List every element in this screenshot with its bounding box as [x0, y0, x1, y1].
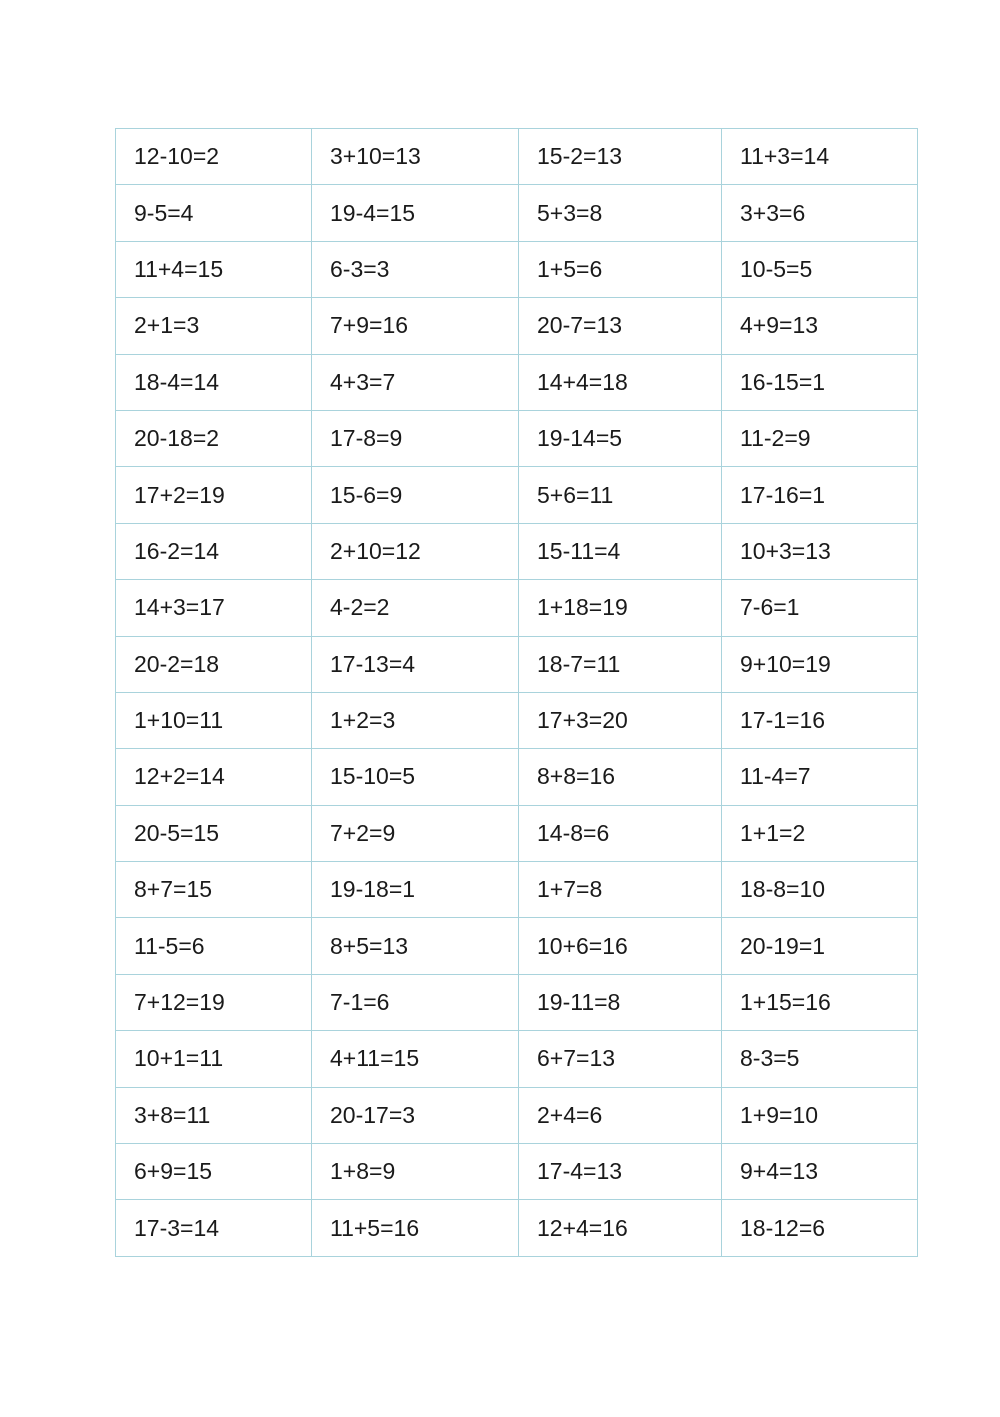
equation-cell: 5+6=11 [519, 467, 722, 523]
equation-cell: 2+10=12 [312, 523, 519, 579]
equation-cell: 4-2=2 [312, 580, 519, 636]
equation-cell: 19-14=5 [519, 410, 722, 466]
equation-cell: 1+18=19 [519, 580, 722, 636]
equation-cell: 12+2=14 [116, 749, 312, 805]
table-row [116, 580, 918, 636]
table-row [116, 692, 918, 748]
equation-cell: 19-18=1 [312, 862, 519, 918]
equation-cell: 15-6=9 [312, 467, 519, 523]
table-row [116, 1144, 918, 1200]
equation-cell: 1+7=8 [519, 862, 722, 918]
equation-cell: 11-4=7 [722, 749, 918, 805]
equation-cell: 11+4=15 [116, 241, 312, 297]
equation-cell: 17+2=19 [116, 467, 312, 523]
equation-cell: 16-15=1 [722, 354, 918, 410]
equation-cell: 4+9=13 [722, 298, 918, 354]
equation-cell: 11-5=6 [116, 918, 312, 974]
equation-cell: 20-18=2 [116, 410, 312, 466]
equation-cell: 11+5=16 [312, 1200, 519, 1256]
equation-table [115, 128, 918, 1257]
equation-cell: 15-10=5 [312, 749, 519, 805]
equation-cell: 8+7=15 [116, 862, 312, 918]
equation-cell: 10+6=16 [519, 918, 722, 974]
equation-cell: 14-8=6 [519, 805, 722, 861]
table-row [116, 129, 918, 185]
table-row [116, 918, 918, 974]
equation-cell: 20-5=15 [116, 805, 312, 861]
table-row [116, 410, 918, 466]
equation-cell: 20-2=18 [116, 636, 312, 692]
table-row [116, 185, 918, 241]
equation-cell: 17-3=14 [116, 1200, 312, 1256]
equation-cell: 10-5=5 [722, 241, 918, 297]
equation-cell: 6+9=15 [116, 1144, 312, 1200]
equation-cell: 10+1=11 [116, 1031, 312, 1087]
table-row [116, 805, 918, 861]
equation-cell: 9-5=4 [116, 185, 312, 241]
equation-cell: 3+8=11 [116, 1087, 312, 1143]
equation-cell: 8+5=13 [312, 918, 519, 974]
equation-cell: 3+10=13 [312, 129, 519, 185]
equation-cell: 18-12=6 [722, 1200, 918, 1256]
equation-cell: 2+1=3 [116, 298, 312, 354]
equation-cell: 8-3=5 [722, 1031, 918, 1087]
equation-cell: 20-17=3 [312, 1087, 519, 1143]
equation-cell: 7+2=9 [312, 805, 519, 861]
equation-cell: 17-16=1 [722, 467, 918, 523]
equation-cell: 12-10=2 [116, 129, 312, 185]
equation-cell: 7-1=6 [312, 974, 519, 1030]
equation-cell: 16-2=14 [116, 523, 312, 579]
equation-cell: 20-19=1 [722, 918, 918, 974]
equation-cell: 8+8=16 [519, 749, 722, 805]
equation-cell: 15-2=13 [519, 129, 722, 185]
equation-cell: 1+5=6 [519, 241, 722, 297]
table-row [116, 523, 918, 579]
equation-cell: 17-13=4 [312, 636, 519, 692]
equation-cell: 2+4=6 [519, 1087, 722, 1143]
equation-cell: 1+2=3 [312, 692, 519, 748]
equation-cell: 17+3=20 [519, 692, 722, 748]
worksheet [115, 128, 917, 1257]
equation-cell: 9+4=13 [722, 1144, 918, 1200]
equation-cell: 17-1=16 [722, 692, 918, 748]
table-row [116, 974, 918, 1030]
equation-cell: 4+3=7 [312, 354, 519, 410]
equation-cell: 20-7=13 [519, 298, 722, 354]
equation-cell: 12+4=16 [519, 1200, 722, 1256]
equation-cell: 18-8=10 [722, 862, 918, 918]
equation-cell: 6-3=3 [312, 241, 519, 297]
equation-cell: 11+3=14 [722, 129, 918, 185]
equation-cell: 1+9=10 [722, 1087, 918, 1143]
equation-cell: 4+11=15 [312, 1031, 519, 1087]
table-row [116, 298, 918, 354]
equation-cell: 7+12=19 [116, 974, 312, 1030]
table-row [116, 1031, 918, 1087]
equation-cell: 9+10=19 [722, 636, 918, 692]
equation-cell: 1+10=11 [116, 692, 312, 748]
equation-cell: 11-2=9 [722, 410, 918, 466]
table-row [116, 749, 918, 805]
equation-cell: 19-11=8 [519, 974, 722, 1030]
equation-table-body [116, 129, 918, 1257]
equation-cell: 1+1=2 [722, 805, 918, 861]
table-row [116, 467, 918, 523]
equation-cell: 18-4=14 [116, 354, 312, 410]
table-row [116, 862, 918, 918]
equation-cell: 19-4=15 [312, 185, 519, 241]
table-row [116, 1200, 918, 1256]
table-row [116, 1087, 918, 1143]
equation-cell: 7+9=16 [312, 298, 519, 354]
table-row [116, 241, 918, 297]
equation-cell: 7-6=1 [722, 580, 918, 636]
equation-cell: 1+8=9 [312, 1144, 519, 1200]
equation-cell: 6+7=13 [519, 1031, 722, 1087]
equation-cell: 14+3=17 [116, 580, 312, 636]
equation-cell: 10+3=13 [722, 523, 918, 579]
equation-cell: 18-7=11 [519, 636, 722, 692]
equation-cell: 3+3=6 [722, 185, 918, 241]
equation-cell: 15-11=4 [519, 523, 722, 579]
equation-cell: 14+4=18 [519, 354, 722, 410]
table-row [116, 636, 918, 692]
table-row [116, 354, 918, 410]
equation-cell: 17-8=9 [312, 410, 519, 466]
equation-cell: 5+3=8 [519, 185, 722, 241]
equation-cell: 1+15=16 [722, 974, 918, 1030]
equation-cell: 17-4=13 [519, 1144, 722, 1200]
